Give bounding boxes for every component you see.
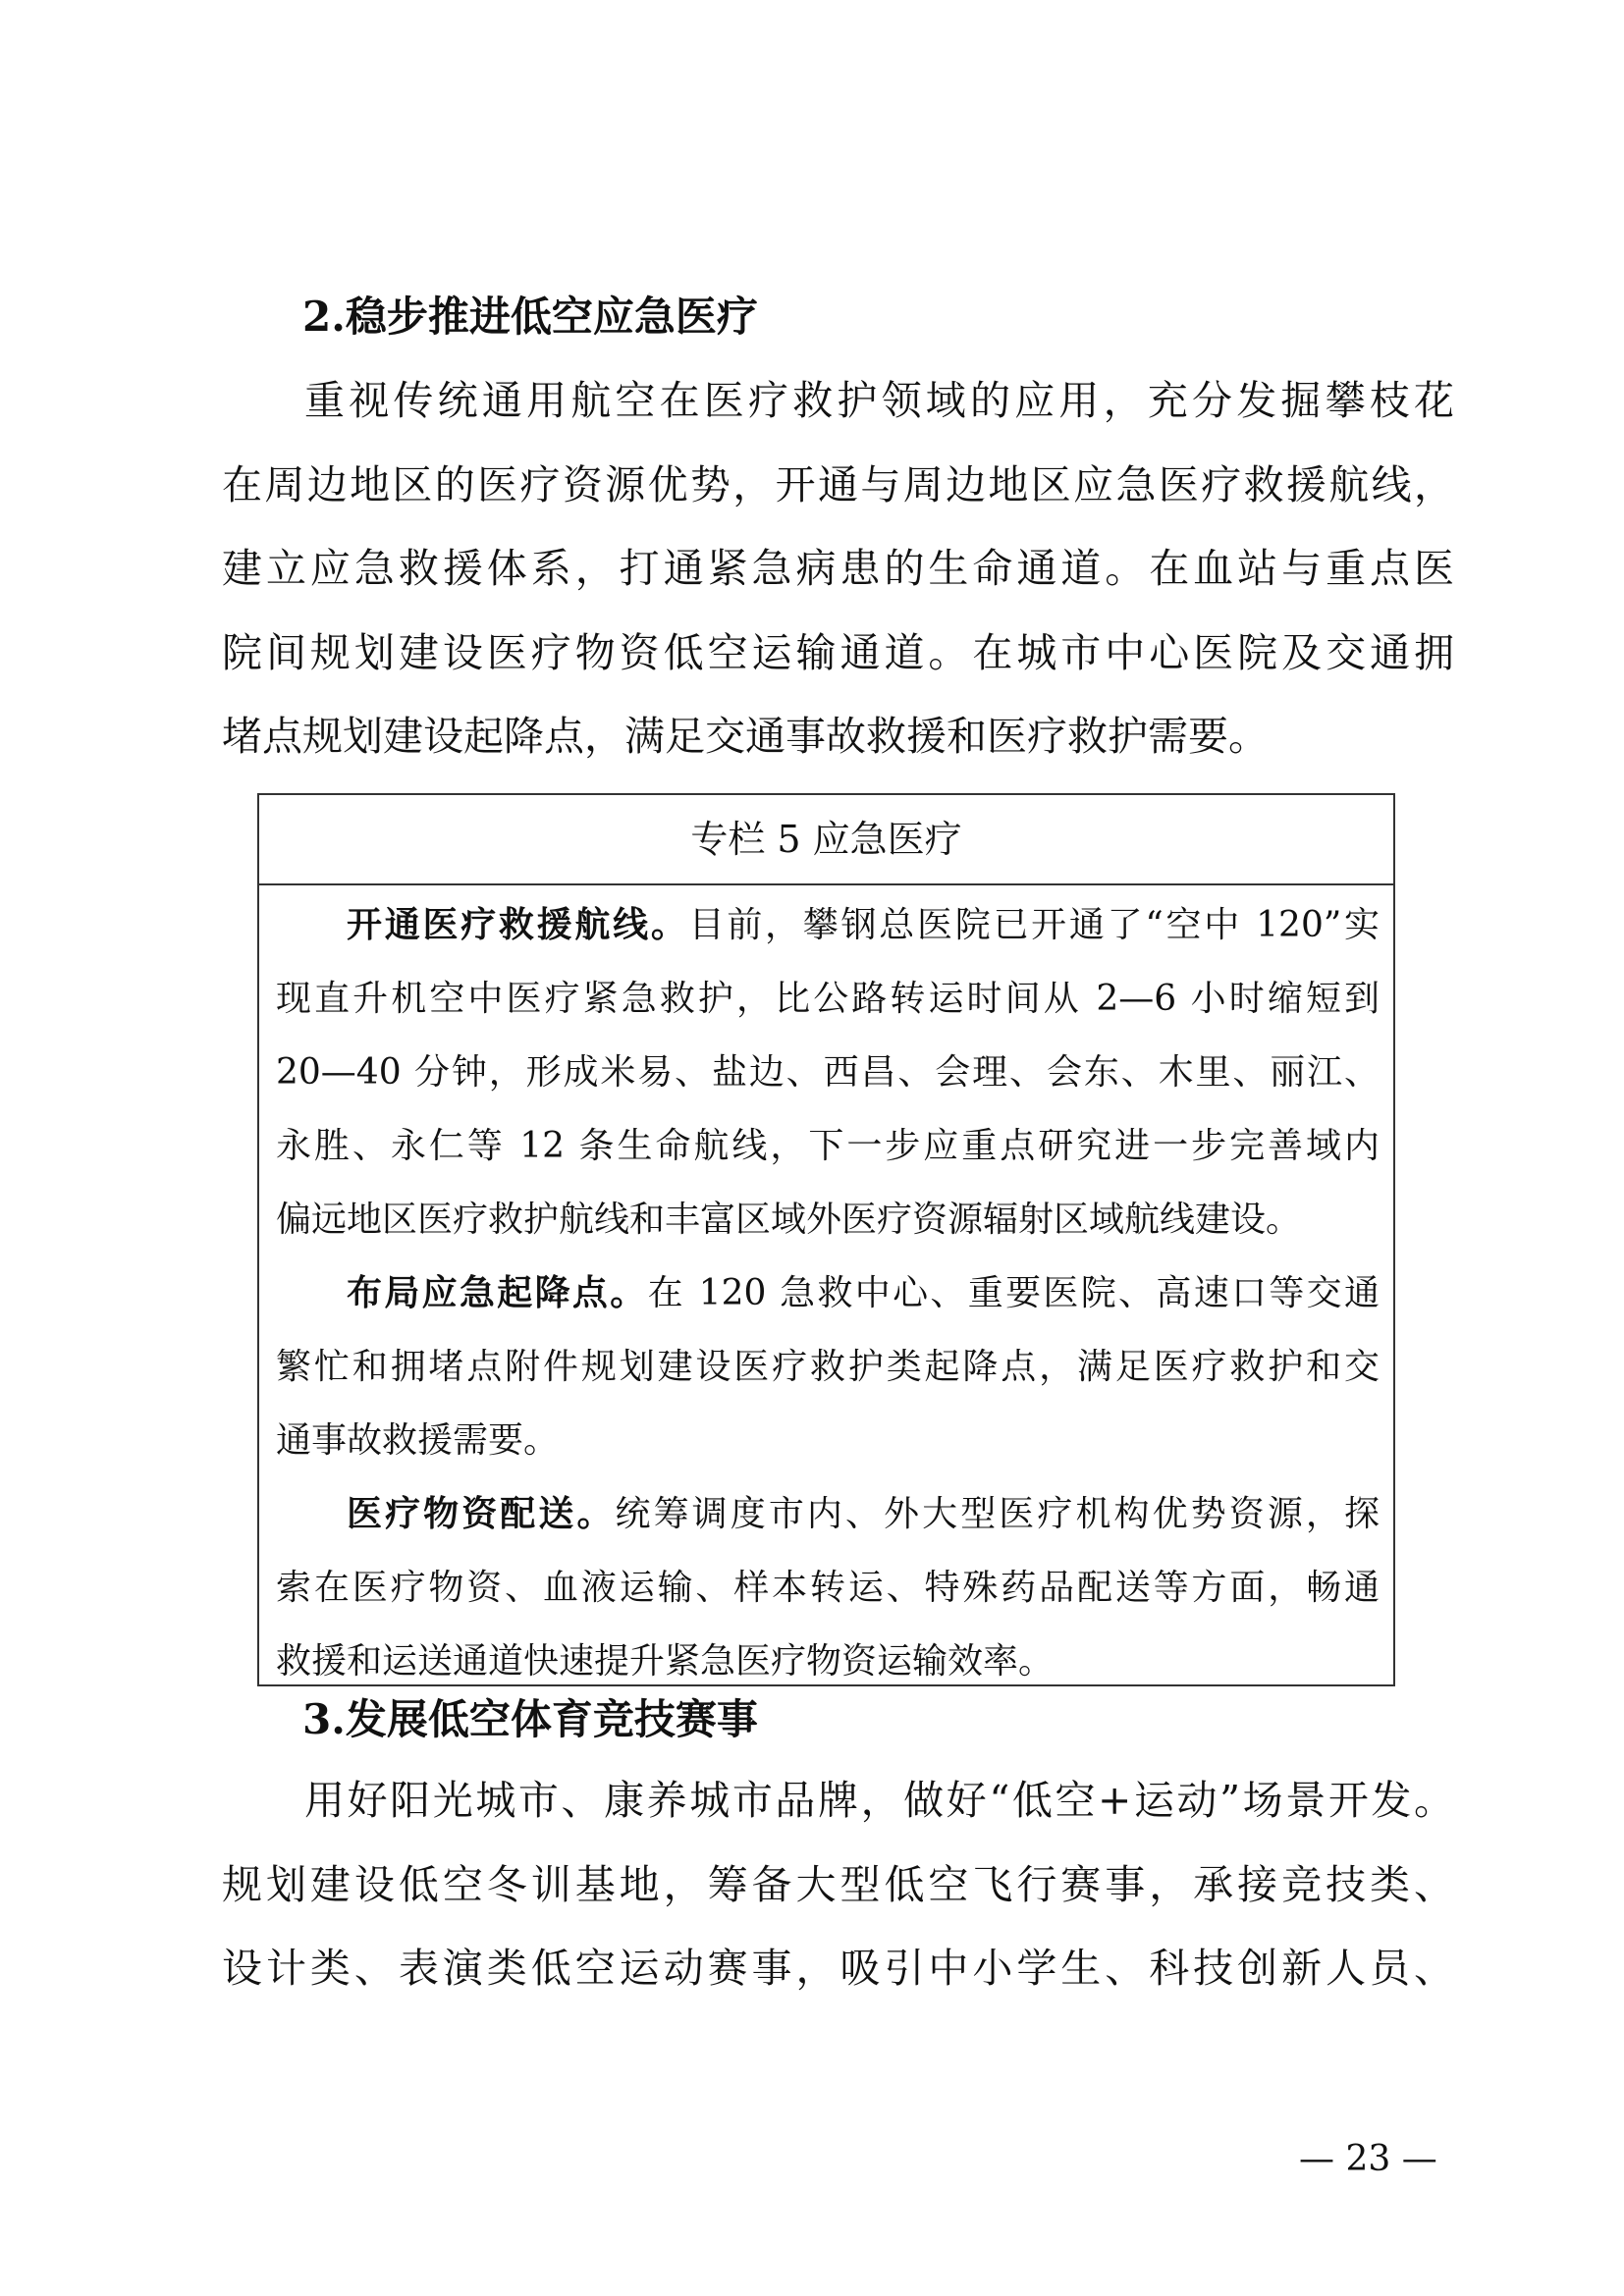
text-line: 规划建设低空冬训基地，筹备大型低空飞行赛事，承接竞技类、	[222, 1860, 1454, 1908]
text-line: 重视传统通用航空在医疗救护领域的应用，充分发掘攀枝花	[304, 377, 1454, 424]
column-box-title: 专栏 5 应急医疗	[259, 795, 1393, 885]
paragraph-lead: 布局应急起降点。	[347, 1272, 648, 1313]
text-line: 建立应急救援体系，打通紧急病患的生命通道。在血站与重点医	[222, 545, 1454, 592]
text-line: 院间规划建设医疗物资低空运输通道。在城市中心医院及交通拥	[222, 628, 1454, 676]
section-2-body	[222, 359, 1454, 779]
text-line: 通事故救援需要。	[276, 1420, 560, 1461]
text-line: 繁忙和拥堵点附件规划建设医疗救护类起降点，满足医疗救护和交	[276, 1347, 1380, 1387]
text-line: 永胜、永仁等 12 条生命航线，下一步应重点研究进一步完善域内	[276, 1126, 1380, 1166]
text-line	[276, 888, 1380, 962]
text-line: 设计类、表演类低空运动赛事，吸引中小学生、科技创新人员、	[222, 1945, 1454, 1992]
paragraph-lead: 医疗物资配送。	[347, 1493, 616, 1534]
column-box	[257, 793, 1395, 1686]
text-line: 堵点规划建设起降点，满足交通事故救援和医疗救护需要。	[222, 713, 1269, 760]
text-line: 索在医疗物资、血液运输、样本转运、特殊药品配送等方面，畅通	[276, 1568, 1380, 1608]
text-line: 救援和运送通道快速提升紧急医疗物资运输效率。	[276, 1641, 1055, 1682]
column-box-body	[276, 888, 1380, 1698]
page-number: — 23 —	[1299, 2139, 1437, 2179]
text-line: 偏远地区医疗救护航线和丰富区域外医疗资源辐射区域航线建设。	[276, 1200, 1302, 1240]
section-2-heading: 2.稳步推进低空应急医疗	[302, 293, 758, 341]
text-line: 现直升机空中医疗紧急救护，比公路转运时间从 2—6 小时缩短到	[276, 979, 1380, 1019]
text-line: 在周边地区的医疗资源优势，开通与周边地区应急医疗救援航线，	[222, 460, 1454, 508]
paragraph-text: 在 120 急救中心、重要医院、高速口等交通	[647, 1273, 1380, 1313]
paragraph-text: 目前，攀钢总医院已开通了“空中 120”实	[688, 905, 1380, 945]
text-line: 20—40 分钟，形成米易、盐边、西昌、会理、会东、木里、丽江、	[276, 1052, 1380, 1093]
section-3-body	[222, 1759, 1454, 2011]
text-line	[276, 1256, 1380, 1330]
paragraph-lead: 开通医疗救援航线。	[347, 904, 689, 945]
text-line: 用好阳光城市、康养城市品牌，做好“低空+运动”场景开发。	[304, 1777, 1454, 1824]
text-line	[276, 1477, 1380, 1551]
paragraph-text: 统筹调度市内、外大型医疗机构优势资源，探	[615, 1494, 1380, 1534]
section-3-heading: 3.发展低空体育竞技赛事	[302, 1695, 758, 1743]
